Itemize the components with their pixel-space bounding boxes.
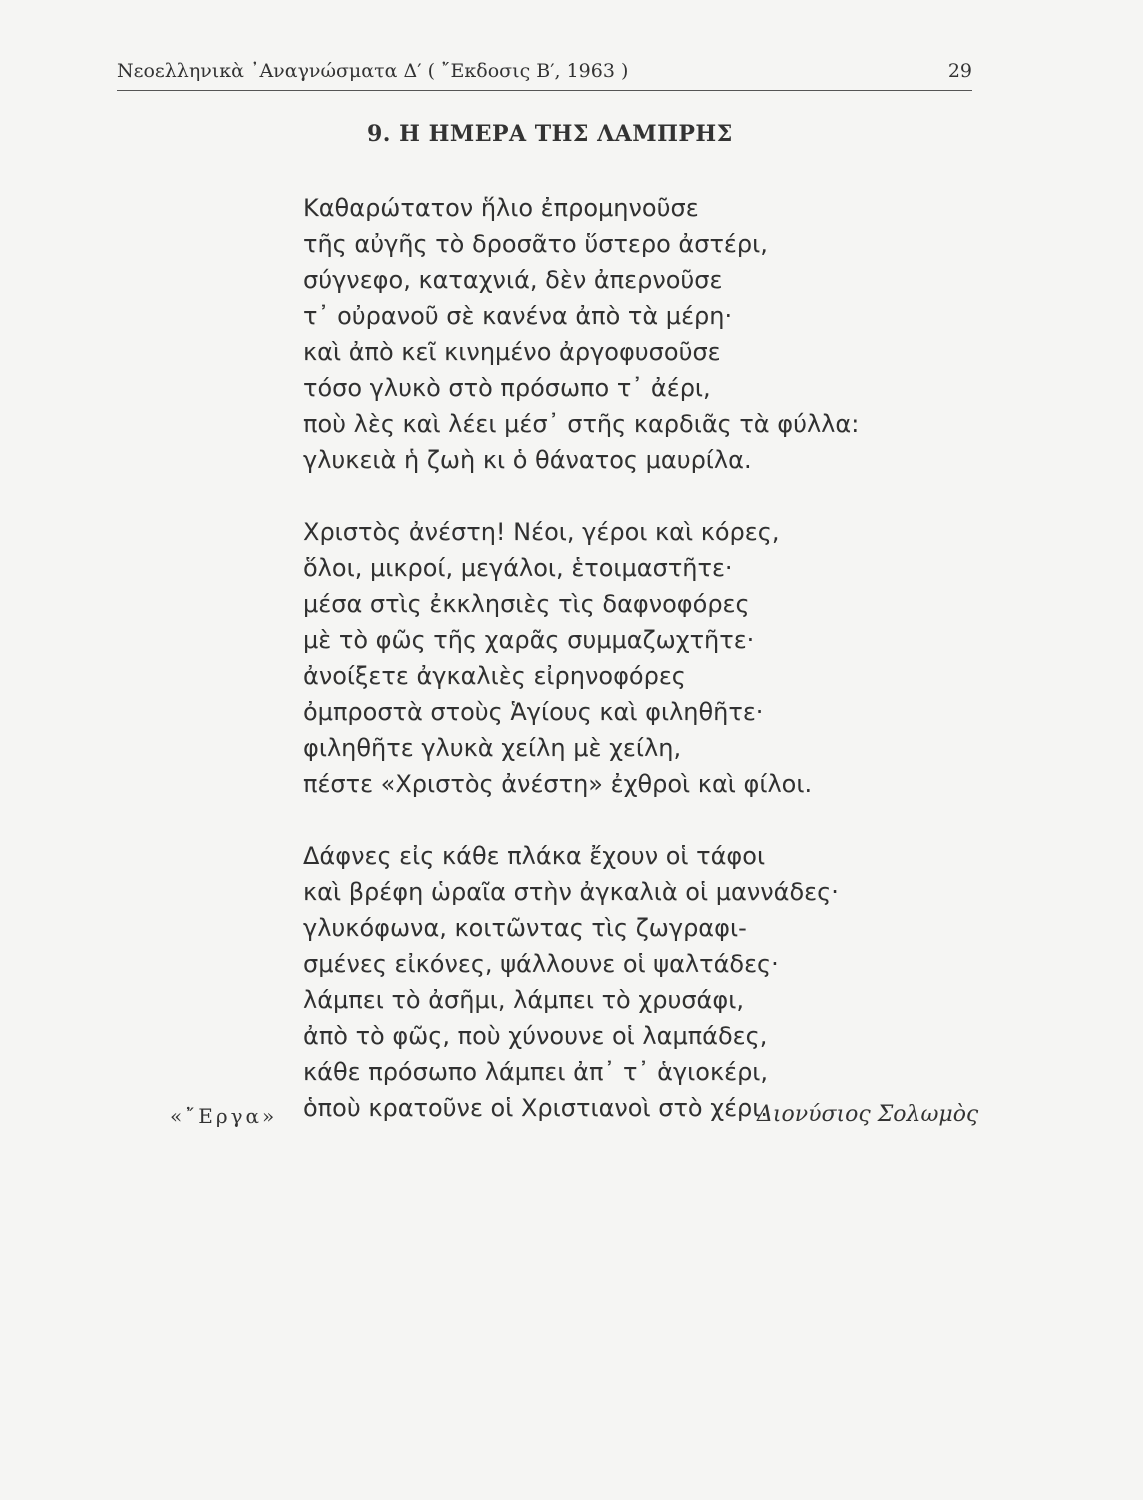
verse-line: Χριστὸς ἀνέστη! Νέοι, γέροι καὶ κόρες, — [303, 518, 780, 546]
verse-line: μέσα στὶς ἐκκλησιὲς τὶς δαφνοφόρες — [303, 590, 750, 618]
source-citation: «῎Εργα» — [170, 1104, 278, 1128]
verse-line: τ᾿ οὐρανοῦ σὲ κανένα ἀπὸ τὰ μέρη· — [303, 302, 733, 330]
verse-line: φιληθῆτε γλυκὰ χείλη μὲ χείλη, — [303, 734, 682, 762]
poem-body — [303, 190, 859, 1126]
verse-line: Δάφνες εἰς κάθε πλάκα ἔχουν οἱ τάφοι — [303, 842, 766, 870]
verse-line: σμένες εἰκόνες, ψάλλουνε οἱ ψαλτάδες· — [303, 950, 779, 978]
page-number: 29 — [947, 60, 972, 82]
verse-line: κάθε πρόσωπο λάμπει ἀπ᾿ τ᾿ ἁγιοκέρι, — [303, 1058, 769, 1086]
verse-line: ὀμπροστὰ στοὺς Ἁγίους καὶ φιληθῆτε· — [303, 698, 764, 726]
verse-line: σύγνεφο, καταχνιά, δὲν ἀπερνοῦσε — [303, 266, 723, 294]
verse-line: Καθαρώτατον ἥλιο ἐπρομηνοῦσε — [303, 194, 699, 222]
verse-line: ποὺ λὲς καὶ λέει μέσ᾿ στῆς καρδιᾶς τὰ φύλλα: — [303, 410, 860, 438]
verse-line: τῆς αὐγῆς τὸ δροσᾶτο ὕστερο ἀστέρι, — [303, 230, 768, 258]
verse-line: γλυκειὰ ἡ ζωὴ κι ὁ θάνατος μαυρίλα. — [303, 446, 752, 474]
stanza — [303, 190, 859, 478]
author-name: Διονύσιος Σολωμὸς — [757, 1102, 979, 1127]
running-header-title: Νεοελληνικὰ ᾿Αναγνώσματα Δ′ ( ῎Εκδοσις Β′, 1963 ) — [117, 60, 629, 82]
verse-line: μὲ τὸ φῶς τῆς χαρᾶς συμμαζωχτῆτε· — [303, 626, 755, 654]
verse-line: πέστε «Χριστὸς ἀνέστη» ἐχθροὶ καὶ φίλοι. — [303, 770, 813, 798]
running-header — [117, 56, 972, 91]
stanza — [303, 514, 859, 802]
verse-line: ἀπὸ τὸ φῶς, ποὺ χύνουνε οἱ λαμπάδες, — [303, 1022, 768, 1050]
verse-line: ὅλοι, μικροί, μεγάλοι, ἑτοιμαστῆτε· — [303, 554, 733, 582]
verse-line: ὁποὺ κρατοῦνε οἱ Χριστιανοὶ στὸ χέρι. — [303, 1094, 769, 1122]
verse-line: καὶ ἀπὸ κεῖ κινημένο ἀργοφυσοῦσε — [303, 338, 721, 366]
stanza — [303, 838, 859, 1126]
verse-line: λάμπει τὸ ἀσῆμι, λάμπει τὸ χρυσάφι, — [303, 986, 744, 1014]
verse-line: γλυκόφωνα, κοιτῶντας τὶς ζωγραφι- — [303, 914, 747, 942]
poem-title: 9. Η ΗΜΕΡΑ ΤΗΣ ΛΑΜΠΡΗΣ — [367, 121, 733, 147]
verse-line: καὶ βρέφη ὡραῖα στὴν ἀγκαλιὰ οἱ μαννάδες· — [303, 878, 839, 906]
verse-line: ἀνοίξετε ἀγκαλιὲς εἰρηνοφόρες — [303, 662, 686, 690]
verse-line: τόσο γλυκὸ στὸ πρόσωπο τ᾿ ἀέρι, — [303, 374, 711, 402]
